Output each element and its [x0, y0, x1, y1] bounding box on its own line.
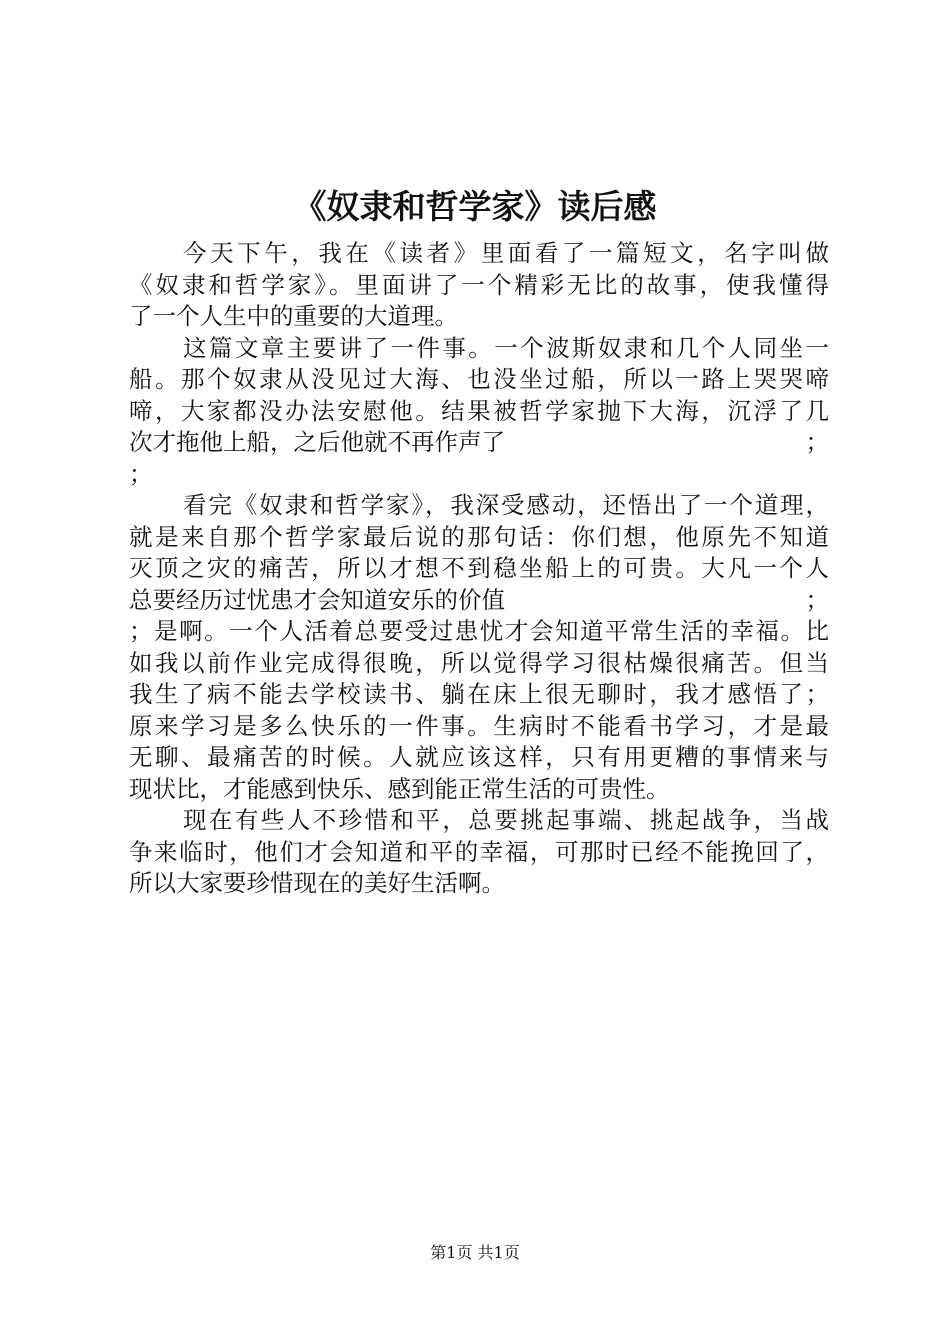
paragraph-3-line-4-mark: ；	[805, 585, 829, 614]
paragraph-3-line-4-text: 总要经历过忧患才会知道安乐的价值	[129, 585, 505, 614]
paragraph-3-line-3: 灭顶之灾的痛苦，所以才想不到稳坐船上的可贵。大凡一个人	[129, 554, 829, 582]
paragraph-4-line-1: 现在有些人不珍惜和平，总要挑起事端、挑起战争，当战	[183, 806, 829, 834]
paragraph-3-line-7: 我生了病不能去学校读书、躺在床上很无聊时，我才感悟了；	[129, 680, 829, 708]
paragraph-2-line-3: 啼，大家都没办法安慰他。结果被哲学家抛下大海，沉浮了几	[129, 396, 829, 425]
paragraph-1-line-2: 《奴隶和哲学家》。里面讲了一个精彩无比的故事，使我懂得	[129, 270, 829, 299]
document-body	[129, 238, 829, 900]
paragraph-2-line-2: 船。那个奴隶从没见过大海、也没坐过船，所以一路上哭哭啼	[129, 365, 829, 393]
paragraph-3-line-10: 现状比，才能感到快乐、感到能正常生活的可贵性。	[129, 774, 670, 803]
paragraph-3-line-2: 就是来自那个哲学家最后说的那句话：你们想，他原先不知道	[129, 522, 829, 551]
paragraph-3-line-6: 如我以前作业完成得很晚，所以觉得学习很枯燥很痛苦。但当	[129, 648, 829, 677]
paragraph-2-line-4	[129, 427, 829, 459]
paragraph-2-line-1: 这篇文章主要讲了一件事。一个波斯奴隶和几个人同坐一	[183, 333, 829, 362]
paragraph-4-line-2: 争来临时，他们才会知道和平的幸福，可那时已经不能挽回了，	[129, 837, 829, 866]
paragraph-3-line-9: 无聊、最痛苦的时候。人就应该这样，只有用更糟的事情来与	[129, 743, 829, 771]
paragraph-3-line-4	[129, 585, 829, 617]
paragraph-3-line-5: ；是啊。一个人活着总要受过患忧才会知道平常生活的幸福。比	[129, 617, 829, 645]
paragraph-4-line-3: 所以大家要珍惜现在的美好生活啊。	[129, 869, 505, 897]
document-title: 《奴隶和哲学家》读后感	[293, 187, 657, 226]
paragraph-3-line-8: 原来学习是多么快乐的一件事。生病时不能看书学习，才是最	[129, 711, 829, 740]
paragraph-2-line-4-text: 次才拖他上船，之后他就不再作声了	[129, 428, 505, 456]
paragraph-3-line-1: 看完《奴隶和哲学家》，我深受感动，还悟出了一个道理，	[183, 491, 829, 519]
paragraph-2-line-5: ；	[129, 459, 153, 488]
page-footer: 第1页 共1页	[430, 1243, 520, 1262]
paragraph-1-line-3: 了一个人生中的重要的大道理。	[129, 302, 458, 330]
paragraph-1-line-1: 今天下午，我在《读者》里面看了一篇短文，名字叫做	[183, 239, 829, 267]
paragraph-2-line-4-mark: ；	[805, 428, 829, 456]
